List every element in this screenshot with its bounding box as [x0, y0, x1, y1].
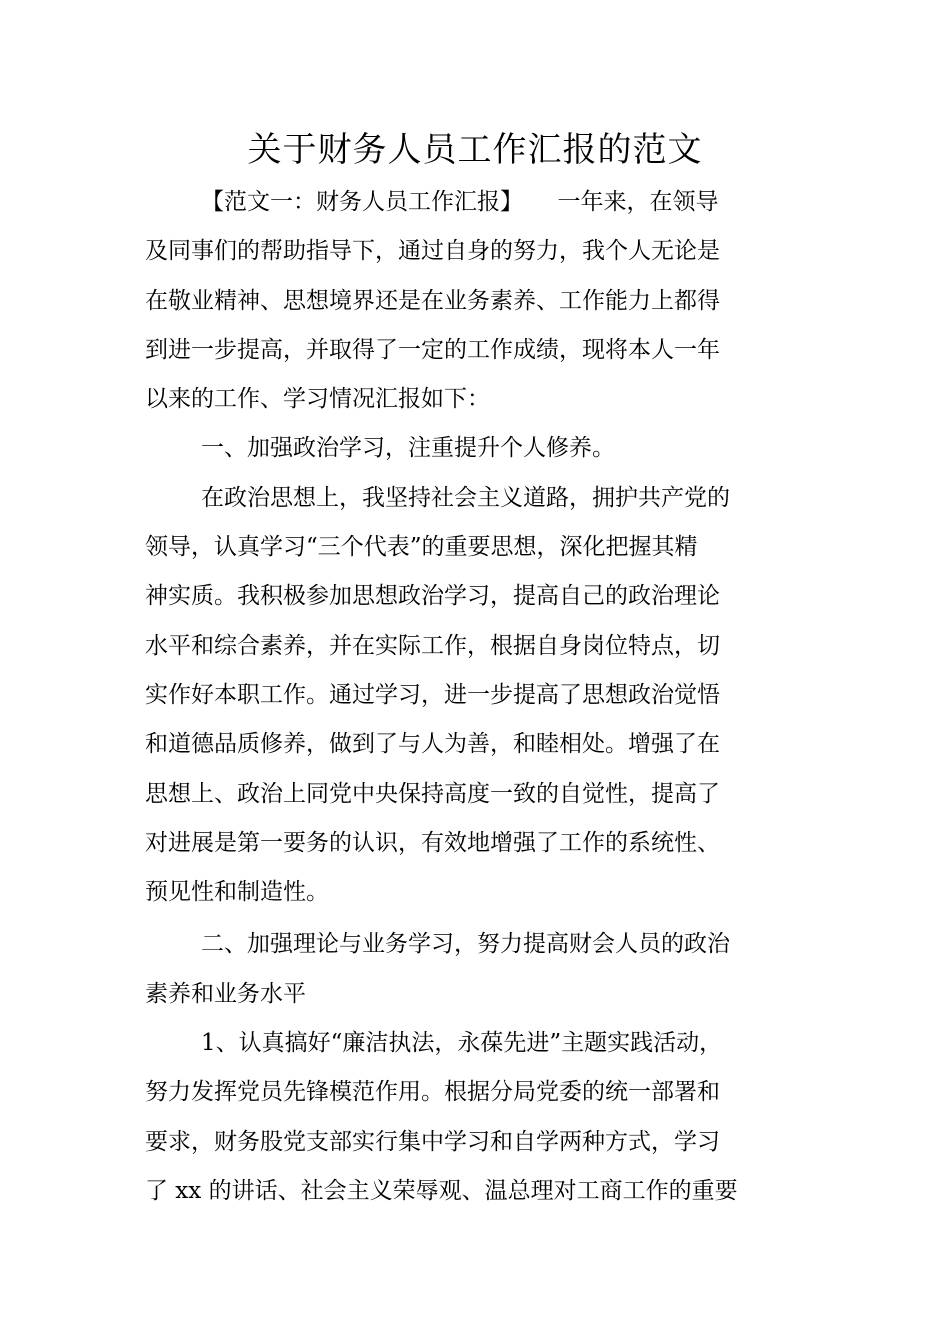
paragraph-line: 预见性和制造性。: [145, 879, 329, 906]
paragraph-line: 对进展是第一要务的认识，有效地增强了工作的系统性、: [145, 829, 720, 856]
paragraph-line: 要求，财务股党支部实行集中学习和自学两种方式，学习: [145, 1128, 720, 1155]
paragraph-line: 以来的工作、学习情况汇报如下：: [145, 386, 490, 413]
paragraph-line: 到进一步提高，并取得了一定的工作成绩，现将本人一年: [145, 336, 720, 363]
paragraph-line: 领导，认真学习“三个代表”的重要思想，深化把握其精: [145, 534, 698, 561]
paragraph-line: 了 xx 的讲话、社会主义荣辱观、温总理对工商工作的重要: [145, 1177, 738, 1204]
paragraph-line: 在敬业精神、思想境界还是在业务素养、工作能力上都得: [145, 287, 720, 314]
paragraph-line: 1、认真搞好“廉洁执法，永葆先进”主题实践活动，: [201, 1030, 723, 1057]
paragraph-line: 及同事们的帮助指导下，通过自身的努力，我个人无论是: [145, 238, 720, 265]
section-heading: 二、加强理论与业务学习，努力提高财会人员的政治: [201, 931, 730, 958]
document-title: 关于财务人员工作汇报的范文: [247, 130, 703, 170]
section-heading: 一、加强政治学习，注重提升个人修养。: [201, 435, 615, 462]
paragraph-line: 实作好本职工作。通过学习，进一步提高了思想政治觉悟: [145, 681, 720, 708]
paragraph-line: 神实质。我积极参加思想政治学习，提高自己的政治理论: [145, 583, 720, 610]
paragraph-line: 思想上、政治上同党中央保持高度一致的自觉性，提高了: [145, 780, 720, 807]
paragraph-line: 努力发挥党员先锋模范作用。根据分局党委的统一部署和: [145, 1079, 720, 1106]
paragraph-line: 和道德品质修养，做到了与人为善，和睦相处。增强了在: [145, 731, 720, 758]
paragraph-line: 【范文一：财务人员工作汇报】 一年来，在领导: [201, 189, 719, 215]
section-heading: 素养和业务水平: [145, 980, 306, 1007]
document-body: [145, 178, 807, 1216]
paragraph-line: 在政治思想上，我坚持社会主义道路，拥护共产党的: [201, 484, 730, 511]
paragraph-line: 水平和综合素养，并在实际工作，根据自身岗位特点，切: [145, 632, 720, 659]
